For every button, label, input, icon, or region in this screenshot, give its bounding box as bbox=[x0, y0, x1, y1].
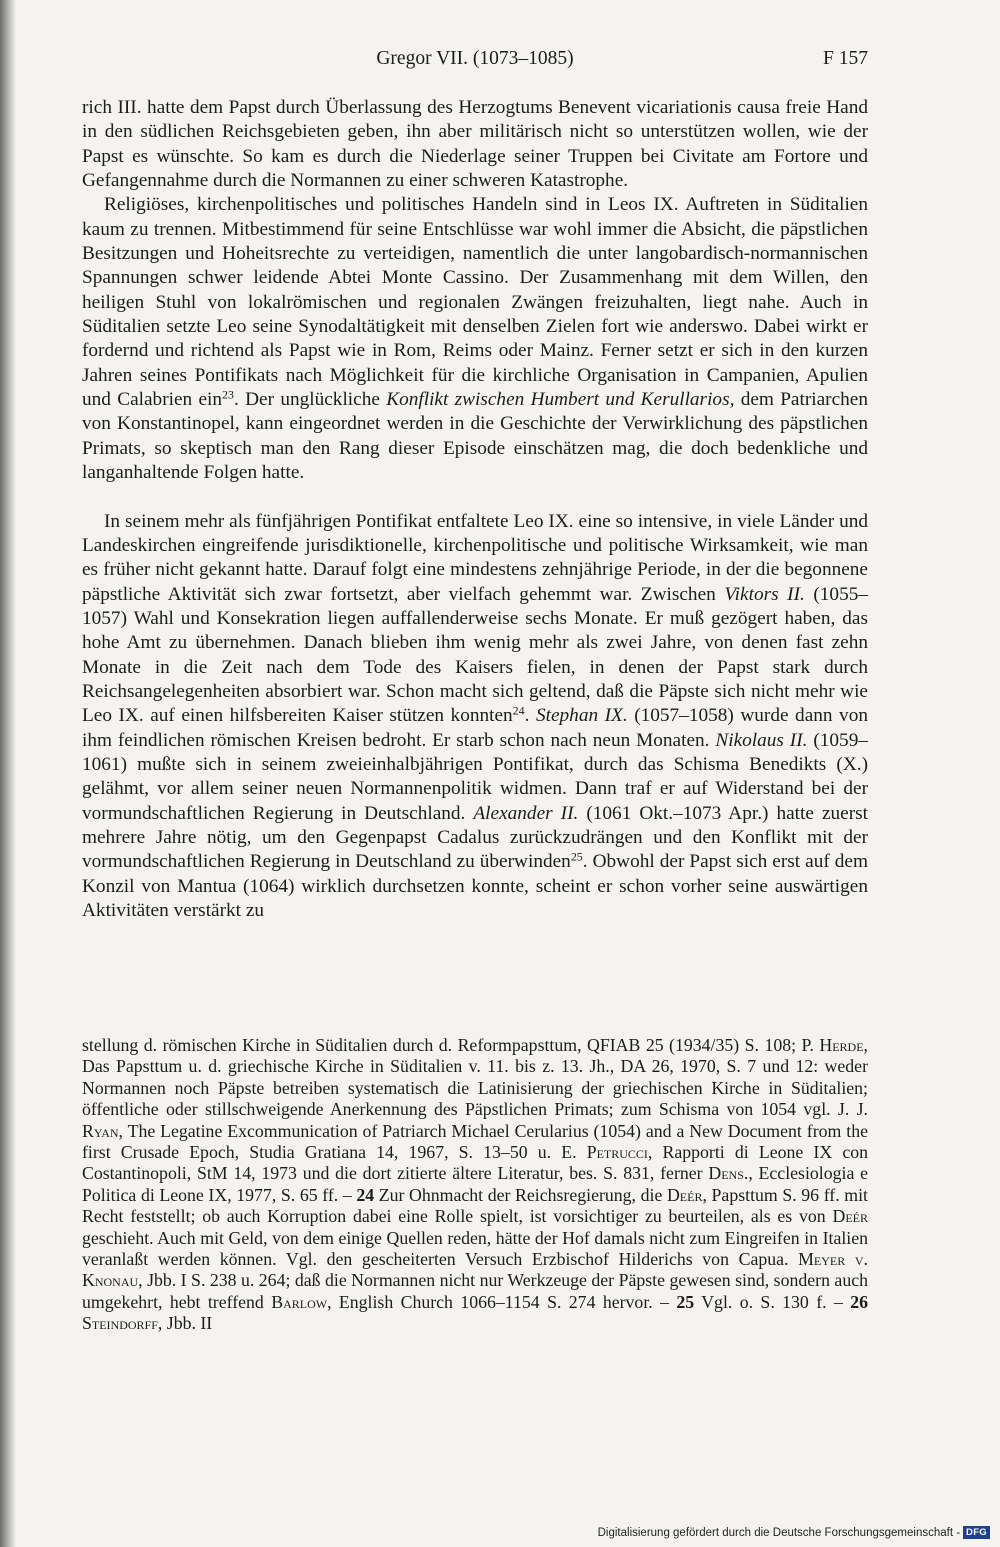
text-run: , Rapporti di Leone IX con Costantinopoli, StM 14, 1973 und die dort zitierte ältere Literatur, bes. S. 831, ferner bbox=[82, 1142, 869, 1184]
author-name: Herde bbox=[819, 1035, 864, 1055]
paragraph-1 bbox=[82, 96, 868, 193]
author-name: Meyer v. Knonau bbox=[82, 1249, 868, 1291]
text-run: (1059–1061) mußte sich in seinem zweieinhalbjährigen Pontifikat, durch das Schisma Benedikts (X.) gelähmt, vor allem seiner neuen Normannenpolitik widmen. Dann traf er auf Widerstand bei der vormundschaftlichen Regierung in Deutschland. bbox=[82, 729, 868, 824]
text-run: geschieht. Auch mit Geld, von dem einige Quellen reden, hätte der Hof damals nicht zum Eingreifen in Italien veranlaßt werden können. Vgl. den gescheiterten Versuch Erzbischof Hilderichs von Capua. bbox=[82, 1227, 868, 1270]
author-name: Barlow bbox=[271, 1291, 328, 1312]
text-run: , Jbb. I S. 238 u. 264; daß die Normannen nicht nur Werkzeuge der Päpste gewesen sind, sondern auch umgekehrt, hebt treffend bbox=[82, 1270, 868, 1312]
italic-name: Alexander II. bbox=[473, 802, 579, 824]
text-run: , The Legatine Excommunication of Patriarch Michael Cerularius (1054) and a New Document from the first Crusade Epoch, Studia Gratiana 14, 1967, S. 13–50 u. E. bbox=[82, 1120, 868, 1163]
text-run: stellung d. römischen Kirche in Süditalien durch d. Reformpapsttum, QFIAB 25 (1934/35) S. 108; P. bbox=[82, 1035, 820, 1055]
text-run: In seinem mehr als fünfjährigen Pontifikat entfaltete Leo IX. eine so intensive, in viele Länder und Landeskirchen eingreifende jurisdiktionelle, kirchenpolitische und politische Wirksamkeit, wie man es früher nicht gekannt hatte. Darauf folgt eine mindestens zehnjährige Periode, in der die begonnene päpstliche Aktivität sich zwar fortsetzt, aber vielfach gehemmt war. Zwischen bbox=[82, 510, 868, 605]
footnote-ref: 23 bbox=[222, 387, 234, 402]
author-name: Steindorff bbox=[82, 1313, 158, 1334]
footnote-text bbox=[82, 1035, 868, 1335]
dfg-logo-icon: DFG bbox=[963, 1526, 990, 1539]
footnotes bbox=[82, 1035, 868, 1335]
text-run: (1057–1058) wurde dann von ihm feindlichen römischen Kreisen bedroht. Er starb schon nach neun Monaten. bbox=[82, 705, 868, 751]
running-title: Gregor VII. (1073–1085) bbox=[376, 48, 574, 69]
author-name: Deér bbox=[666, 1184, 703, 1205]
text-run: , Ecclesiologia e Politica di Leone IX, 1977, S. 65 ff. – bbox=[82, 1163, 869, 1205]
italic-name: Nikolaus II. bbox=[715, 729, 808, 751]
text-run: Religiöses, kirchenpolitisches und politisches Handeln sind in Leos IX. Auftreten in Süditalien kaum zu trennen. Mitbestimmend für seine Entschlüsse war wohl immer die Absicht, die päpstlichen Besitzungen und Hoheitsrechte zu verteidigen, namentlich die unter langobardisch-normannischen Spannungen schwer leidende Abtei Monte Cassino. Der Zusammenhang mit dem Willen, den heiligen Stuhl von lokalrömischen und regionalen Zwängen freizuhalten, liegt nahe. Auch in Süditalien setzte Leo seine Synodaltätigkeit mit denselben Zielen fort wie anderswo. Dabei wirkt er fordernd und richtend als Papst wie in Rom, Reims oder Mainz. Ferner setzt er sich in den kurzen Jahren seines Pontifikats nach Möglichkeit für die kirchliche Organisation in Campanien, Apulien und Calabrien ein bbox=[82, 194, 868, 411]
footnote-number: 26 bbox=[850, 1291, 869, 1312]
page-number: F 157 bbox=[823, 48, 868, 69]
text-run: . Der unglückliche bbox=[234, 389, 387, 411]
text-run: , Das Papsttum u. d. griechische Kirche in Süditalien v. 11. bis z. 13. Jh., DA 26, 1970, S. 7 und 12: weder Normannen noch Päpste betreiben systematisch die Latinisierung der griechischen Kirche in Süditalien; öffentliche oder stillschweigende Anerkennung des Päpstlichen Primats; zum Schisma von 1054 vgl. J. J. bbox=[82, 1035, 868, 1120]
text-run: . Obwohl der Papst sich erst auf dem Konzil von Mantua (1064) wirklich durchsetzen konnte, scheint er schon vorher seine auswärtigen Aktivitäten verstärkt zu bbox=[82, 851, 868, 921]
text-run: , Jbb. II bbox=[157, 1313, 213, 1334]
footnote-ref: 25 bbox=[570, 849, 583, 864]
text-run: . bbox=[524, 705, 536, 727]
body-text bbox=[82, 96, 868, 923]
author-name: Ryan bbox=[82, 1120, 119, 1141]
italic-name: Stephan IX. bbox=[535, 705, 628, 727]
text-run: , Papsttum S. 96 ff. mit Recht feststellt; ob auch Korruption dabei eine Rolle spielt, ist vorsichtiger zu beurteilen, als es von bbox=[82, 1184, 868, 1227]
author-name: Deér bbox=[832, 1206, 868, 1227]
text-run: Zur Ohnmacht der Reichsregierung, die bbox=[374, 1184, 667, 1205]
footnote-number: 24 bbox=[356, 1184, 375, 1205]
footnote-number: 25 bbox=[676, 1291, 695, 1312]
text-run: , English Church 1066–1154 S. 274 hervor. – bbox=[327, 1291, 677, 1312]
italic-name: Viktors II. bbox=[724, 583, 805, 605]
text-run: dem Patriarchen von Konstantinopel, kann eingeordnet werden in die Geschichte der Verwirklichung des päpstlichen Primats, so skeptisch man den Rang dieser Episode einschätzen mag, die doch bedenkliche und langanhaltende Folgen hatte. bbox=[82, 389, 868, 484]
paragraph-2 bbox=[82, 193, 868, 485]
digitization-credit bbox=[598, 1525, 990, 1540]
footnote-ref: 24 bbox=[512, 703, 525, 718]
text-run: (1055–1057) Wahl und Konsekration liegen auffallenderweise sechs Monate. Er muß gezögert haben, das hohe Amt zu übernehmen. Danach blieben ihm wenig mehr als zwei Jahre, von denen fast zehn Monate in die Zeit nach dem Tode des Kaisers fielen, in denen der Papst stark durch Reichsangelegenheiten absorbiert war. Schon macht sich geltend, daß die Päpste sich nicht mehr wie Leo IX. auf einen hilfsbereiten Kaiser stützen konnten bbox=[82, 583, 868, 727]
text-run: Vgl. o. S. 130 f. – bbox=[694, 1291, 851, 1312]
credit-text: Digitalisierung gefördert durch die Deutsche Forschungsgemeinschaft - bbox=[597, 1526, 961, 1539]
author-name: Dens. bbox=[708, 1163, 749, 1184]
paragraph-3 bbox=[82, 510, 868, 924]
text-run: (1061 Okt.–1073 Apr.) hatte zuerst mehrere Jahre nötig, um den Gegenpapst Cadalus zurückzudrängen und den Konflikt mit der vormundschaftlichen Regierung in Deutschland zu überwinden bbox=[82, 802, 868, 873]
text-run: rich III. hatte dem Papst durch Überlassung des Herzogtums Benevent vicariationis causa freie Hand in den südlichen Reichsgebieten geben, ihn aber militärisch nicht so unterstützen wollen, wie der Papst es wünschte. So kam es durch die Niederlage seiner Truppen bei Civitate am Fortore und Gefangennahme durch die Normannen zu einer schweren Katastrophe. bbox=[82, 97, 868, 192]
italic-name: Konflikt zwischen Humbert und Kerullarios, bbox=[386, 389, 735, 411]
running-head bbox=[82, 48, 868, 78]
author-name: Petrucci bbox=[586, 1142, 648, 1163]
